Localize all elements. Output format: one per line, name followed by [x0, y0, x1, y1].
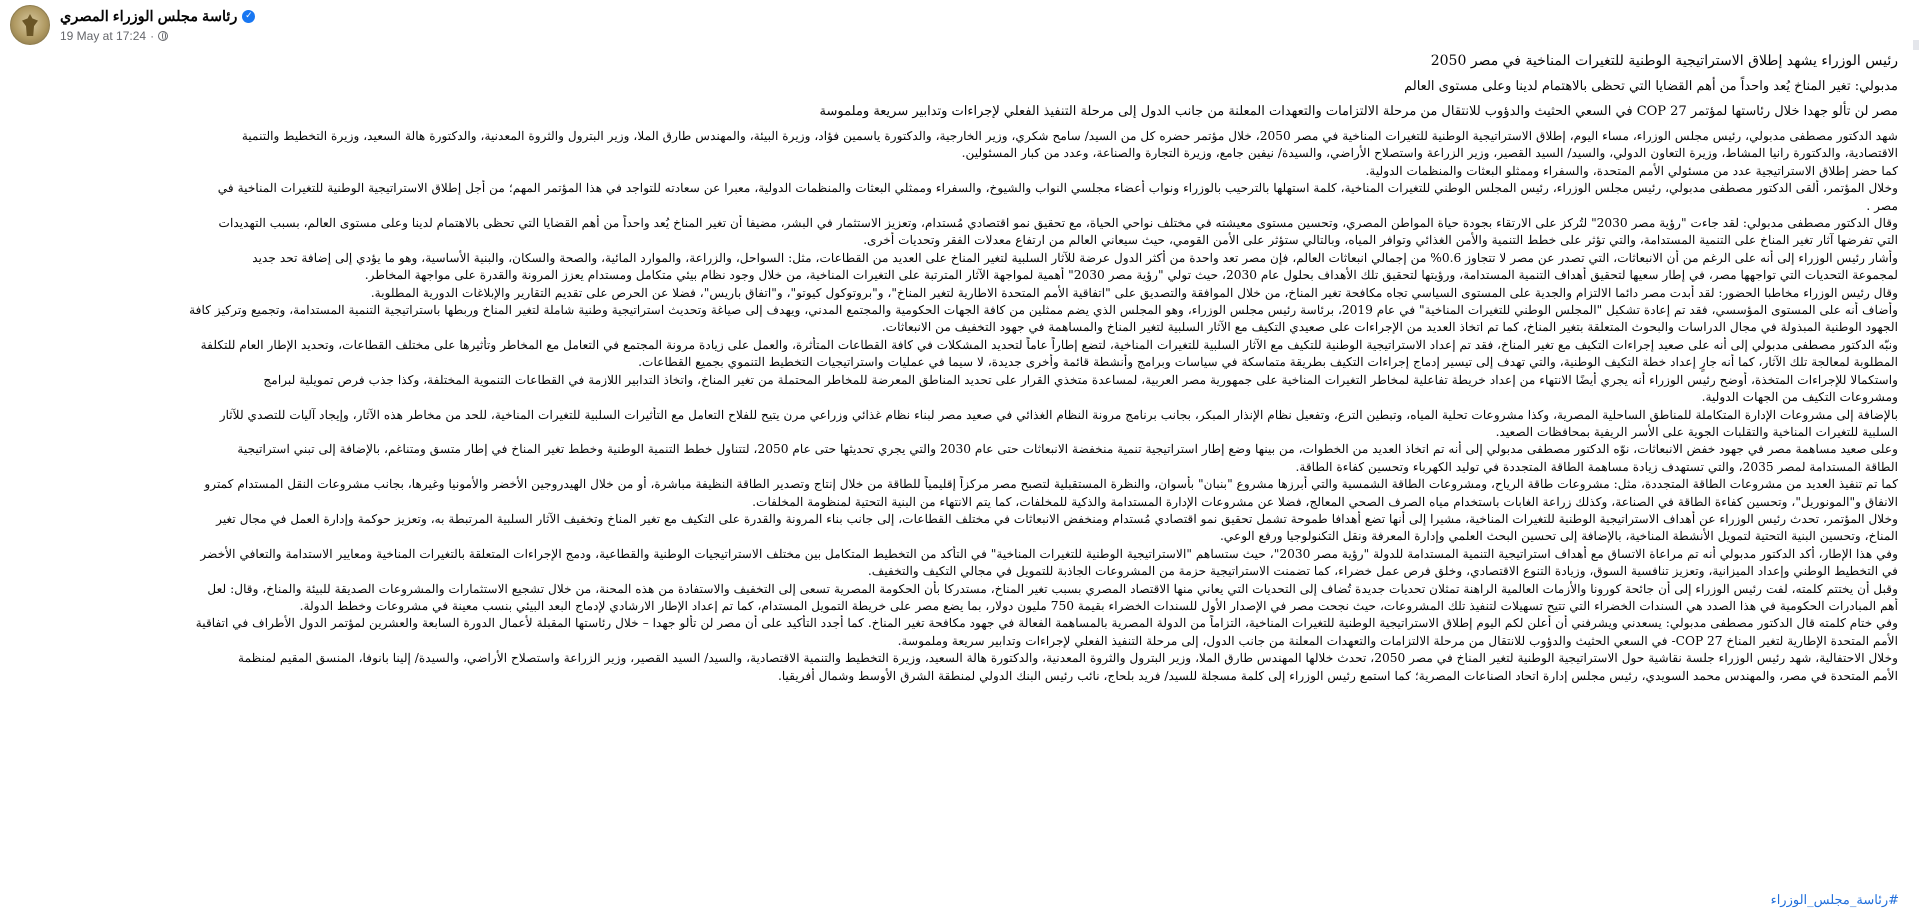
post-text-line: في التخطيط الوطني وإعداد الميزانية، وتعزيز تنافسية السوق، وزيادة التنوع الاقتصادي، وخلق فرص عمل خضراء، كما تضمنت الاستراتيجية حزمة من المشروعات الجاذبة للتمويل في مجالي التكيف والتخفيف.: [867, 564, 1898, 579]
post-text-line: وأشار رئيس الوزراء إلى أنه على الرغم من أن الانبعاثات، التي تصدر عن مصر لا تتجاوز 0.6% من إجمالي انبعاثات العالم، فإن مصر تعد واحدة من أكثر الدول عرضة للآثار السلبية لتغير المناخ على العديد من القطاعات، مثل: السواحل، والزراعة، والموارد المائية، والصحة والسكان، والبنية الأساسية، وهو ما يؤدي إلى إضافة تحد جديد: [252, 250, 1898, 265]
page-avatar[interactable]: [10, 5, 50, 45]
post-text-line: وقبل أن يختتم كلمته، لفت رئيس الوزراء إلى أن جائحة كورونا والأزمات العالمية الراهنة تمثلان تحديات جديدة تُضاف إلى التحديات التي يعاني منها الاقتصاد المصري بسبب تغير المناخ، مستدركا بأن الحكومة المصرية تسعى إلى التخفيف والاستفادة من هذه المحنة، من خلال تشجيع الاستثمارات والمشروعات الصديقة للبيئة والمناخ، وقال: لعل: [207, 581, 1898, 596]
post-text-line: كما تم تنفيذ العديد من مشروعات الطاقة المتجددة، مثل: مشروعات طاقة الرياح، ومشروعات الطاقة الشمسية والتي أبرزها مشروع "بنبان" بأسوان، والنظرة المستقبلية لتصبح مصر مركزاً إقليمياً للطاقة من خلال إنتاج وتصدير الطاقة النظيفة مباشرة، أو من خلال الهيدروجين الأخضر والأمونيا وغيرها، بجانب مشروعات النقل المستدام كمترو: [204, 477, 1898, 492]
post-text-line: الاقتصادية، والدكتورة رانيا المشاط، وزيرة التعاون الدولي، والسيد/ السيد القصير، وزير الزراعة واستصلاح الأراضي، والسيدة/ نيفين جامع، وزيرة التجارة والصناعة، وعدد من كبار المسئولين.: [961, 146, 1898, 161]
post-text-line: وخلال المؤتمر، ألقى الدكتور مصطفى مدبولي، رئيس مجلس الوزراء، رئيس المجلس الوطني للتغيرات المناخية، كلمة استهلها بالترحيب بالوزراء ونواب أعضاء مجلسي النواب والشيوخ، والسفراء وممثلي البعثات والمنظمات الدولية، معبرا عن سعادته للتواجد في هذا المؤتمر المهم؛ من أجل إطلاق الاستراتيجية الوطنية للتغيرات المناخية في: [217, 181, 1898, 196]
post-text-line: وخلال المؤتمر، تحدث رئيس الوزراء عن أهداف الاستراتيجية الوطنية للتغيرات المناخية، مشيرا إلى أنها تضع أهدافا طموحة تشمل تحقيق نمو اقتصادي مُستدام ومنخفض الانبعاثات في مختلف القطاعات، إلى جانب بناء المرونة والقدرة على التكيف مع تغير المناخ وتخفيف الآثار السلبية المرتبطة به، وتعزيز حوكمة وإدارة العمل في مجال تغير: [216, 511, 1898, 526]
post-text-line: وقال رئيس الوزراء مخاطبا الحضور: لقد أبدت مصر دائما الالتزام والجدية على المستوى السياسي تجاه مكافحة تغير المناخ، من خلال الموافقة والتصديق على "اتفاقية الأمم المتحدة الاطارية لتغير المناخ"، و"بروتوكول كيوتو"، و"اتفاق باريس"، فضلا عن الحرص على تقديم التقارير والإبلاغات الدورية المطلوبة.: [370, 285, 1898, 300]
eagle-emblem-icon: [22, 14, 38, 36]
post-headline: رئيس الوزراء يشهد إطلاق الاستراتيجية الوطنية للتغيرات المناخية في مصر 2050: [1430, 53, 1898, 69]
post-header: [10, 5, 255, 45]
post-text-line: الطاقة المستدامة لمصر 2035، والتي تستهدف زيادة مساهمة الطاقة المتجددة في توليد الكهرباء وتحسين كفاءة الطاقة.: [1295, 459, 1898, 474]
post-text-line: بالإضافة إلى مشروعات الإدارة المتكاملة للمناطق الساحلية المصرية، وكذا مشروعات تحلية المياه، وتبطين الترع، وتفعيل نظام الإنذار المبكر، بجانب برنامج مرونة النظام الغذائي في صعيد مصر لبناء نظام غذائي وزراعي مرن يتيح للفلاح التعامل مع التأثيرات السلبية للتغيرات المناخية، للحد من مخاطر هذه الآثار، وإيجاد آليات للتصدي للآثار: [219, 407, 1898, 422]
post-text-line: مصر .: [1866, 198, 1898, 213]
post-text-line: وعلى صعيد مساهمة مصر في جهود خفض الانبعاثات، نوّه الدكتور مصطفى مدبولي إلى أنه تم اتخاذ العديد من الخطوات، من بينها وضع إطار استراتيجية تنمية منخفضة الانبعاثات حتى عام 2030 والتي يجري تحديثها حتى عام 2050، لتتناول خطط التنمية الوطنية وخطط تغير المناخ في إطار متسق ومتناغم، بالإضافة إلى تبني استراتيجية: [237, 442, 1898, 457]
post-text-line: وفي هذا الإطار، أكد الدكتور مدبولي أنه تم مراعاة الاتساق مع أهداف استراتيجية التنمية المستدامة للدولة "رؤية مصر 2030"، حيث ستساهم "الاستراتيجية الوطنية للتغيرات المناخية" في التأكد من التخطيط المتكامل بين مختلف الاستراتيجيات الوطنية والقطاعية، ودمج الإجراءات المتعلقة بالتغيرات المناخية ومعايير الاستدامة والتعافي الأخضر: [200, 546, 1898, 561]
post-text-line: أهم المبادرات الحكومية في هذا الصدد هي السندات الخضراء التي تتيح تسهيلات لتنفيذ تلك المشروعات، حيث نجحت مصر في الإصدار الأول للسندات الخضراء بقيمة 750 مليون دولار، بما يضع مصر على خريطة التمويل المستدام، كما تم إعداد الإطار الارشادي لإدماج البعد البيئي بنسب معينة في مشروعات وخطط الدولة.: [299, 598, 1898, 613]
post-text-line: الأمم المتحدة في مصر، والمهندس محمد السويدي، رئيس مجلس إدارة اتحاد الصناعات المصرية؛ كما استمع رئيس الوزراء إلى كلمة مسجلة للسيد/ فريد بلحاج، نائب رئيس البنك الدولي لمنطقة الشرق الأوسط وشمال أفريقيا.: [777, 668, 1898, 683]
post-text-line: وأضاف أنه على المستوى المؤسسي، فقد تم إعادة تشكيل "المجلس الوطني للتغيرات المناخية" في عام 2019، برئاسة رئيس مجلس الوزراء، وهو المجلس الذي يضم ممثلين من كافة الجهات الحكومية والمجتمع المدني، ويهدف إلى صياغة وتحديث استراتيجية وطنية شاملة لتغير المناخ وربطها باستراتيجية التنمية المستدامة، وتجميع وتركيز كافة: [189, 303, 1898, 318]
post-text-line: وقال الدكتور مصطفى مدبولي: لقد جاءت "رؤية مصر 2030" لتُركز على الارتقاء بجودة حياة المواطن المصري، وتحسين مستوى معيشته في مختلف نواحي الحياة، مع تحقيق نمو اقتصادي مُستدام، وتعزيز الاستثمار في البشر، مضيفا أن تغير المناخ يُعد واحداً من أهم القضايا التي تحظى بالاهتمام لدينا وعلى مستوى العالم، بسبب التهديدات: [218, 216, 1898, 231]
post-text-line: كما حضر إطلاق الاستراتيجية عدد من مسئولي الأمم المتحدة، والسفراء وممثلو البعثات والمنظمات الدولية.: [1365, 163, 1898, 178]
post-text-line: الجهود الوطنية المبذولة في مجال الدراسات والبحوث المتعلقة بتغير المناخ، كما تم اتخاذ العديد من الإجراءات على صعيدي التكيف مع الآثار السلبية لتغير المناخ والمساهمة في جهود التخفيف من الانبعاثات.: [881, 320, 1898, 335]
post-timestamp-row: [60, 29, 255, 43]
post-text-line: شهد الدكتور مصطفى مدبولي، رئيس مجلس الوزراء، مساء اليوم، إطلاق الاستراتيجية الوطنية للتغيرات المناخية في مصر 2050، خلال مؤتمر حضره كل من السيد/ سامح شكري، وزير الخارجية، والدكتورة ياسمين فؤاد، وزيرة البيئة، والمهندس طارق الملا، وزير البترول والثروة المعدنية، والدكتورة هالة السعيد، وزيرة التخطيط والتنمية: [241, 129, 1898, 143]
post-subhead-1: مدبولي: تغير المناخ يُعد واحداً من أهم القضايا التي تحظى بالاهتمام لدينا وعلى مستوى العالم: [1404, 79, 1898, 94]
globe-icon[interactable]: [158, 31, 168, 41]
meta-separator: ·: [150, 28, 155, 43]
post-body: [26, 50, 1898, 685]
post-text-line: التي تفرضها آثار تغير المناخ على التنمية المستدامة، والتي تؤثر على خطط التنمية والأمن الغذائي وتوافر المياه، وبالتالي ستؤثر على الأمن القومي، حيث سيعاني العالم من ارتفاع معدلات الفقر وتحديات أخرى.: [863, 233, 1898, 248]
hashtag-link[interactable]: #رئاسة_مجلس_الوزراء: [1770, 893, 1899, 908]
post-text-line: وخلال الاحتفالية، شهد رئيس الوزراء جلسة نقاشية حول الاستراتيجية الوطنية لتغير المناخ في مصر 2050، تحدث خلالها المهندس طارق الملا، وزير البترول والثروة المعدنية، والدكتورة هالة السعيد، وزيرة التخطيط والتنمية الاقتصادية، والسيد/ السيد القصير، وزير الزراعة واستصلاح الأراضي، والسيدة/ إلينا بانوفا، المنسق المقيم لمنظمة: [238, 651, 1898, 666]
post-text-line: ومشروعات التكيف من الجهات الدولية.: [1701, 390, 1898, 405]
post-text-line: وفي ختام كلمته قال الدكتور مصطفى مدبولي: يسعدني ويشرفني أن أعلن لكم اليوم إطلاق الاستراتيجية الوطنية للتغيرات المناخية، التزاماً من الدولة المصرية بالمساهمة الفعالة في جهود مكافحة تغير المناخ. كما أجدد التأكيد على أن مصر لن تألو جهدا – خلال رئاستها المقبلة لأعمال الدورة السابعة والعشرين لمؤتمر الدول الأطراف في اتفاقية: [195, 616, 1898, 631]
verified-badge-icon: ✓: [242, 10, 255, 23]
post-text-line: واستكمالا للإجراءات المتخذة، أوضح رئيس الوزراء أنه يجري أيضًا الانتهاء من إعداد خريطة تفاعلية لمخاطر التغيرات المناخية على جمهورية مصر العربية، لمساعدة متخذي القرار على تحديد المناطق المعرضة للمخاطر المحتملة من تغير المناخ، واتخاذ التدابير اللازمة في القطاعات التنموية المختلفة، وكذا جذب فرص تمويلية لبرامج: [263, 372, 1898, 387]
post-text-line: المناخ، وتحسين البنية التحتية لتمويل الأنشطة المناخية، بالإضافة إلى تحسين البحث العلمي وإدارة المعرفة ونقل التكنولوجيا ورفع الوعي.: [1219, 529, 1898, 544]
post-subhead-2: مصر لن تألو جهدا خلال رئاستها لمؤتمر COP 27 في السعي الحثيث والدؤوب للانتقال من مرحلة الالتزامات والتعهدات المعلنة من جانب الدول إلى مرحلة التنفيذ الفعلي لإجراءات وتدابير سريعة وملموسة: [819, 104, 1898, 119]
page-name-link[interactable]: رئاسة مجلس الوزراء المصري: [60, 8, 238, 25]
post-text-line: السلبية للتغيرات المناخية والتقلبات الجوية على الأسر الريفية بمحافظات الصعيد.: [1495, 424, 1898, 439]
page-name-row: [60, 8, 255, 26]
post-timestamp[interactable]: 19 May at 17:24: [60, 28, 147, 43]
post-paragraph-lines: [26, 128, 1898, 685]
post-text-line: المطلوبة لمعالجة تلك الآثار، كما أنه جارٍ إعداد خطة التكيف الوطنية، والتي تهدف إلى تيسير إدماج إجراءات التكيف بطريقة متماسكة في سياسات وبرامج وأنشطة قائمة وأخرى جديدة، لا سيما في عمليات واستراتيجيات التخطيط التنموي بجميع القطاعات.: [638, 355, 1898, 370]
post-text-line: ونبّه الدكتور مصطفى مدبولي إلى أنه على صعيد إجراءات التكيف مع تغير المناخ، فقد تم إعداد الاستراتيجية الوطنية للتكيف مع الآثار السلبية للتغيرات المناخية، لتضع إطاراً عاماً لتحديد المشكلات في كافة القطاعات المتأثرة، والعمل على زيادة مرونة المجتمع في التعامل مع المخاطر وتأثيرها على مختلف القطاعات، وتحديد الإطار العام للتكلفة: [200, 337, 1898, 352]
scrollbar-track[interactable]: [1913, 40, 1919, 50]
post-text-line: لمجموعة التحديات التي تواجهها مصر، في إطار سعيها لتحقيق أهداف التنمية المستدامة، ورؤيتها لتحقيق تلك الأهداف بحلول عام 2030، حيث تولي "رؤية مصر 2030" أهمية لمواجهة الآثار المترتبة على التغيرات المناخية، من خلال وجود نظام بيئي متكامل ومستدام يعزز المرونة والقدرة على مواجهة المخاطر.: [364, 268, 1898, 283]
post-text-line: الأمم المتحدة الإطارية لتغير المناخ COP 27- في السعي الحثيث والدؤوب للانتقال من مرحلة الالتزامات والتعهدات المعلنة من جانب الدول، إلى مرحلة التنفيذ الفعلي لإجراءات وتدابير سريعة وملموسة.: [897, 633, 1898, 648]
post-text-line: الانفاق و"المونوريل"، وتحسين كفاءة الطاقة في الصناعة، وكذلك زراعة الغابات باستخدام مياه الصرف الصحي المعالج، فضلا عن مشروعات الإدارة المستدامة والذكية للمخلفات، كما يتم الانتهاء من البنية التحتية لمنظومة المخلفات.: [752, 494, 1898, 509]
post-meta: [60, 8, 255, 43]
